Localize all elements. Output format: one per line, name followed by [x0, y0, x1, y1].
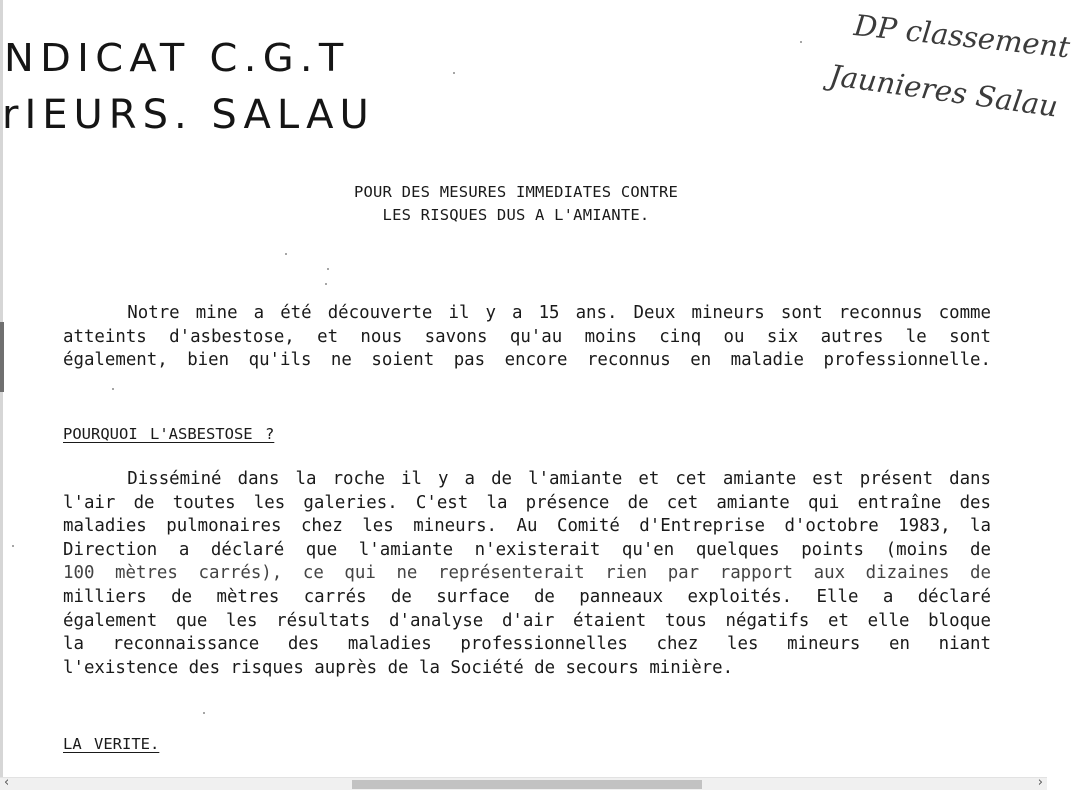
intro-paragraph: [63, 302, 991, 373]
scan-speck: [453, 72, 455, 74]
scan-speck: [203, 712, 205, 714]
paragraph-line: Disséminé dans la roche il y a de l'amiante et cet amiante est présent dans: [63, 469, 991, 489]
scrollbar-thumb[interactable]: [352, 780, 702, 789]
paragraph-line: Notre mine a été découverte il y a 15 ans. Deux mineurs sont reconnus comme: [63, 303, 991, 323]
scroll-left-icon[interactable]: ‹: [4, 775, 10, 790]
section-heading-asbestose: POURQUOI L'ASBESTOSE ?: [63, 425, 275, 443]
paragraph-line: l'existence des risques auprès de la Société de secours minière.: [63, 657, 734, 678]
paragraph-line: également que les résultats d'analyse d'air étaient tous négatifs et elle bloque: [63, 610, 991, 631]
scan-speck: [327, 268, 329, 270]
scroll-right-icon[interactable]: ›: [1037, 775, 1043, 790]
paragraph-line: l'air de toutes les galeries. C'est la présence de cet amiante qui entraîne des: [63, 492, 991, 513]
scan-speck: [112, 388, 114, 390]
paragraph-line: 100 mètres carrés), ce qui ne représenterait rien par rapport aux dizaines de: [63, 563, 991, 584]
asbestose-paragraph: [63, 468, 991, 680]
handwritten-note-line-2: Jaunieres Salau: [827, 58, 1060, 124]
paragraph-line: milliers de mètres carrés de surface de panneaux exploités. Elle a déclaré: [63, 586, 991, 607]
union-stamp-line-1: NDICAT C.G.T: [4, 36, 350, 80]
scan-speck: [325, 283, 327, 285]
scan-speck: [285, 253, 287, 255]
handwritten-note-line-1: DP classement: [852, 8, 1072, 65]
section-heading-verite: LA VERITE.: [63, 735, 160, 753]
scan-speck: [12, 545, 14, 547]
paragraph-line: Direction a déclaré que l'amiante n'existerait qu'en quelques points (moins de: [63, 539, 991, 560]
paragraph-line: maladies pulmonaires chez les mineurs. Au Comité d'Entreprise d'octobre 1983, la: [63, 516, 991, 537]
scan-edge-mark: [0, 322, 4, 392]
scan-speck: [800, 41, 802, 43]
horizontal-scrollbar[interactable]: [0, 777, 1047, 790]
union-stamp-line-2: rIEURS. SALAU: [2, 92, 375, 138]
document-title-line-1: POUR DES MESURES IMMEDIATES CONTRE: [353, 183, 679, 201]
paragraph-line: atteints d'asbestose, et nous savons qu'au moins cinq ou six autres le sont: [63, 326, 991, 347]
paragraph-line: également, bien qu'ils ne soient pas encore reconnus en maladie professionnelle.: [63, 350, 991, 371]
paragraph-line: la reconnaissance des maladies professionnelles chez les mineurs en niant: [63, 634, 991, 655]
document-title-line-2: LES RISQUES DUS A L'AMIANTE.: [382, 206, 650, 224]
